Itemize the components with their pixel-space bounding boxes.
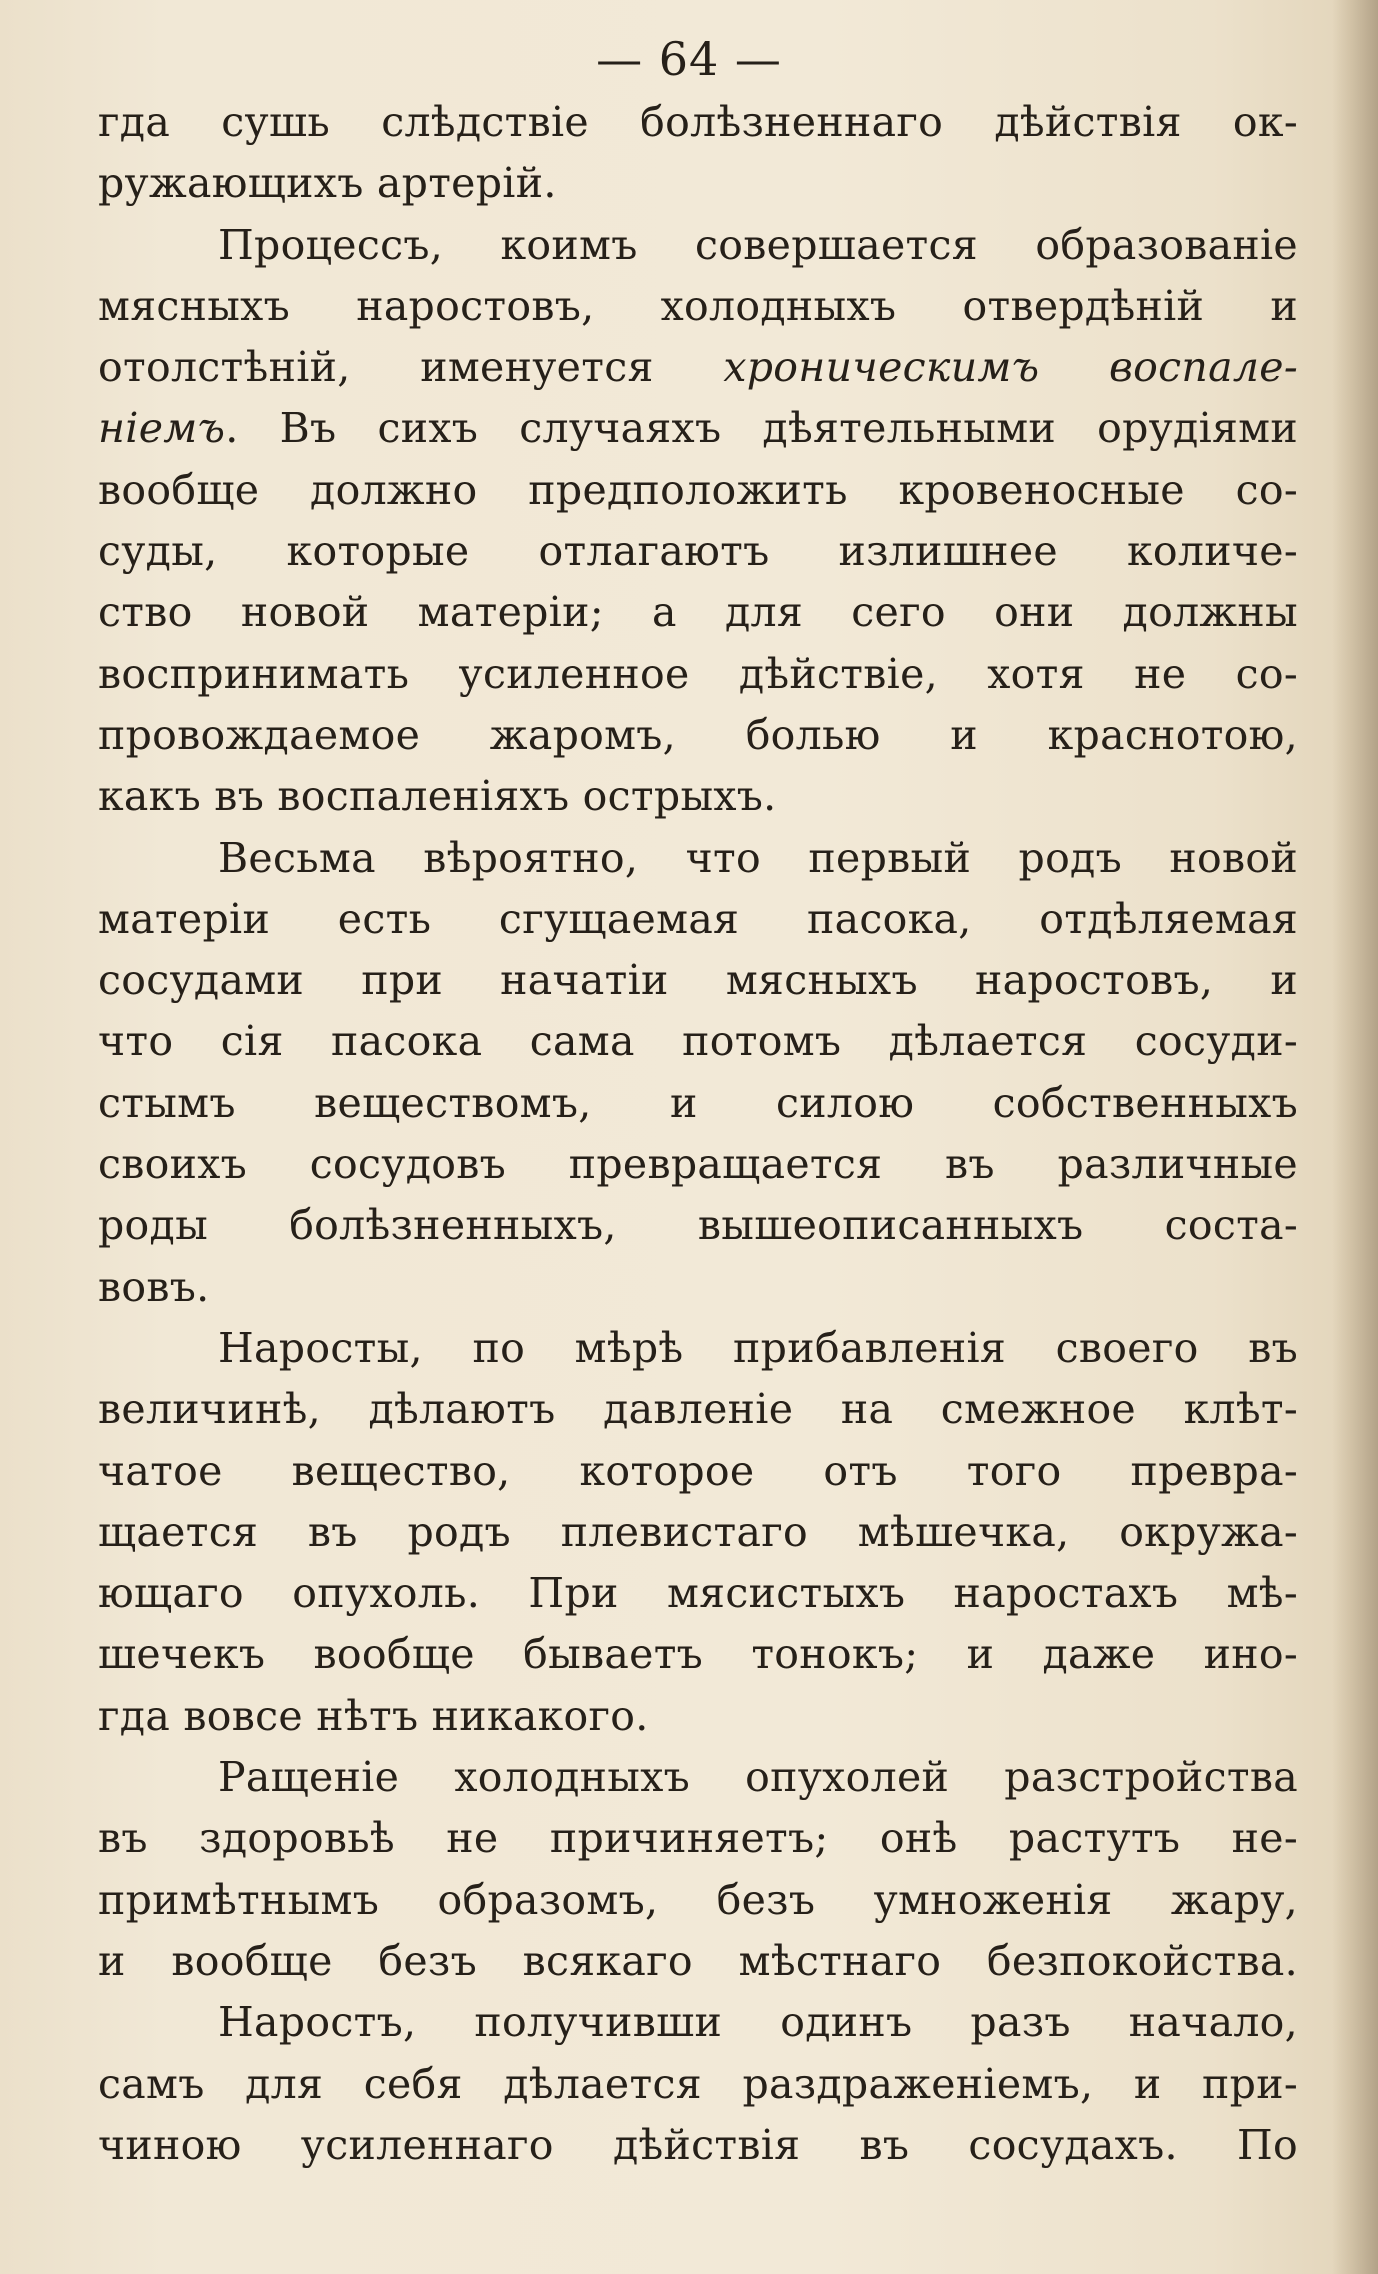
text-line: вообще должно предположить кровеносные со- [98,465,1298,514]
text-line: Весьма вѣроятно, что первый родъ новой [218,833,1298,882]
paragraph-2 [98,215,1298,828]
paragraph-3 [98,828,1298,1318]
text-line: отолстѣній, именуется хроническимъ воспале- [98,343,1298,392]
text-line: Наростъ, получивши одинъ разъ начало, [218,1998,1298,2047]
text-line: гда сушь слѣдствіе болѣзненнаго дѣйствія ок- [98,98,1298,146]
text-line: матеріи есть сгущаемая пасока, отдѣляемая [98,894,1298,943]
text-line: что сія пасока сама потомъ дѣлается сосуди- [98,1017,1298,1066]
text-line: воспринимать усиленное дѣйствіе, хотя не со- [98,649,1298,698]
paragraph-6 [98,1992,1298,2176]
text-line: мясныхъ наростовъ, холодныхъ отвердѣній и [98,281,1298,330]
paragraph-4 [98,1318,1298,1747]
text-line: чиною усиленнаго дѣйствія въ сосудахъ. По [98,2120,1298,2169]
text-line: чатое вещество, которое отъ того превра- [98,1446,1298,1495]
text-line: стымъ веществомъ, и силою собственныхъ [98,1078,1298,1127]
text-line: и вообще безъ всякаго мѣстнаго безпокойства. [98,1936,1298,1985]
text-line: величинѣ, дѣлаютъ давленіе на смежное клѣт- [98,1385,1298,1434]
text-line: ство новой матеріи; а для сего они должны [98,588,1298,637]
paragraph-1 [98,92,1298,215]
page-edge-shadow [1332,0,1378,2274]
text-line: ружающихъ артерій. [98,159,557,208]
text-line: сосудами при начатіи мясныхъ наростовъ, и [98,956,1298,1005]
text-line: какъ въ воспаленіяхъ острыхъ. [98,772,777,821]
text-line: провождаемое жаромъ, болью и краснотою, [98,710,1298,759]
text-line: вовъ. [98,1262,210,1311]
text-line: въ здоровьѣ не причиняетъ; онѣ растутъ не- [98,1814,1298,1863]
text-line: своихъ сосудовъ превращается въ различные [98,1140,1298,1189]
text-line: ніемъ. Въ сихъ случаяхъ дѣятельными орудіями [98,404,1298,453]
text-line: роды болѣзненныхъ, вышеописанныхъ соста- [98,1201,1298,1250]
text-line: примѣтнымъ образомъ, безъ умноженія жару, [98,1875,1298,1924]
text-line: Наросты, по мѣрѣ прибавленія своего въ [218,1323,1298,1372]
page-number: — 64 — [596,32,782,86]
text-line: ющаго опухоль. При мясистыхъ наростахъ мѣ- [98,1569,1298,1618]
text-line: щается въ родъ плевистаго мѣшечка, окружа- [98,1507,1298,1556]
text-line: Ращеніе холодныхъ опухолей разстройства [218,1753,1298,1802]
body-text [98,92,1298,2176]
text-line: Процессъ, коимъ совершается образованіе [218,220,1298,269]
text-line: самъ для себя дѣлается раздраженіемъ, и при- [98,2059,1298,2108]
text-line: суды, которые отлагаютъ излишнее количе- [98,527,1298,576]
text-line: гда вовсе нѣтъ никакого. [98,1691,649,1740]
text-line: шечекъ вообще бываетъ тонокъ; и даже ино- [98,1630,1298,1679]
paragraph-5 [98,1747,1298,1992]
